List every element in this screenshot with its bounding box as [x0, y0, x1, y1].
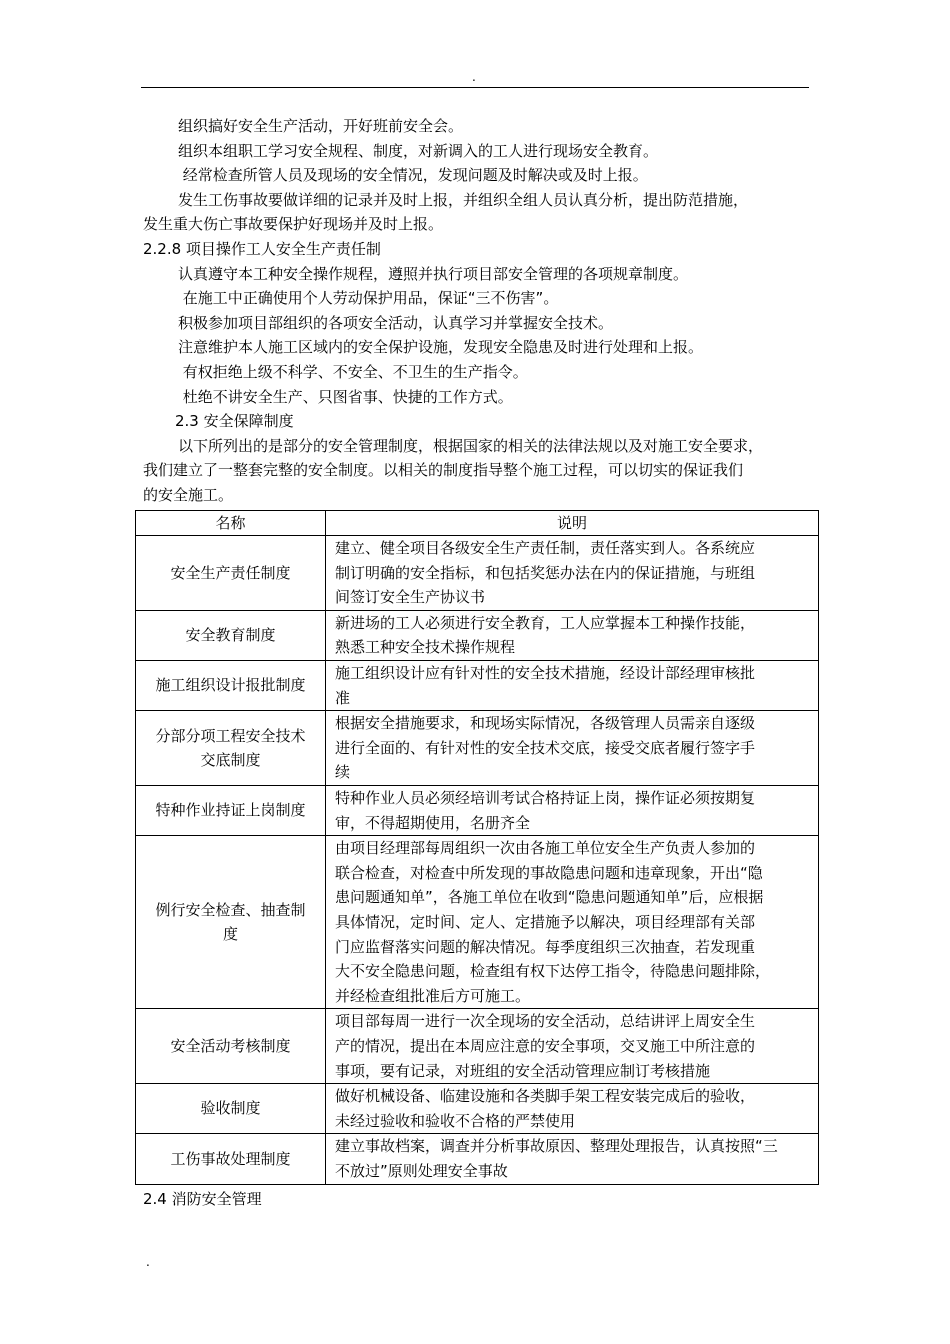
rule-description-line: 患问题通知单”，各施工单位在收到“隐患问题通知单”后，应根据 [335, 888, 764, 907]
rule-name-line: 安全活动考核制度 [170, 1036, 291, 1055]
table-body [136, 536, 819, 1184]
table-row [136, 610, 819, 660]
column-header-name: 名称 [136, 510, 326, 536]
section-2-3-intro-line2: 我们建立了一整套完整的安全制度。以相关的制度指导整个施工过程，可以切实的保证我们 [143, 461, 744, 480]
rule-description-cell [326, 536, 819, 611]
safety-rules-table [135, 510, 819, 1185]
document-body [143, 114, 815, 1211]
rule-name-line: 安全教育制度 [185, 626, 276, 645]
rule-description-line: 熟悉工种安全技术操作规程 [335, 638, 516, 657]
rule-description-cell [326, 1134, 819, 1184]
table-row [136, 536, 819, 611]
table-row [136, 836, 819, 1009]
worker-item-5: 有权拒绝上级不科学、不安全、不卫生的生产指令。 [178, 362, 528, 381]
rule-name-cell [136, 786, 326, 836]
rule-description-line: 未经过验收和验收不合格的严禁使用 [335, 1111, 576, 1130]
header-mark: . [472, 70, 476, 84]
paragraph-education: 组织本组职工学习安全规程、制度，对新调入的工人进行现场安全教育。 [178, 141, 659, 160]
rule-description-line: 大不安全隐患问题，检查组有权下达停工指令，待隐患问题排除， [335, 962, 771, 981]
table-row [136, 1134, 819, 1184]
worker-item-1: 认真遵守本工种安全操作规程，遵照并执行项目部安全管理的各项规章制度。 [178, 264, 689, 283]
rule-description-cell [326, 1084, 819, 1134]
rule-name-cell [136, 536, 326, 611]
section-2-3-intro-line1: 以下所列出的是部分的安全管理制度，根据国家的相关的法律法规以及对施工安全要求， [178, 436, 764, 455]
rule-name-cell [136, 1134, 326, 1184]
rule-description-line: 间签订安全生产协议书 [335, 588, 486, 607]
rule-description-line: 做好机械设备、临建设施和各类脚手架工程安装完成后的验收， [335, 1087, 756, 1106]
paragraph-injury-line1: 发生工伤事故要做详细的记录并及时上报，并组织全组人员认真分析，提出防范措施， [178, 190, 749, 209]
rule-description-cell [326, 661, 819, 711]
rule-description-line: 审，不得超期使用，名册齐全 [335, 813, 531, 832]
rule-description-line: 建立、健全项目各级安全生产责任制，责任落实到人。各系统应 [335, 539, 756, 558]
rule-description-line: 新进场的工人必须进行安全教育，工人应掌握本工种操作技能， [335, 613, 756, 632]
rule-description-line: 项目部每周一进行一次全现场的安全活动，总结讲评上周安全生 [335, 1012, 756, 1031]
table-row [136, 1009, 819, 1084]
rule-description-line: 特种作业人员必须经培训考试合格持证上岗，操作证必须按期复 [335, 789, 756, 808]
rule-name-line: 分部分项工程安全技术 [155, 726, 306, 745]
heading-2-2-8: 2.2.8 项目操作工人安全生产责任制 [143, 239, 381, 258]
rule-name-line: 例行安全检查、抽查制 [155, 900, 306, 919]
rule-description-cell [326, 1009, 819, 1084]
rule-name-line: 度 [222, 925, 238, 944]
column-header-description: 说明 [326, 510, 819, 536]
table-header-row [136, 510, 819, 536]
rule-description-line: 准 [335, 688, 351, 707]
rule-description-line: 门应监督落实问题的解决情况。每季度组织三次抽查，若发现重 [335, 937, 756, 956]
rule-description-line: 产的情况，提出在本周应注意的安全事项，交叉施工中所注意的 [335, 1036, 756, 1055]
table-row [136, 786, 819, 836]
rule-name-cell [136, 661, 326, 711]
table-row [136, 661, 819, 711]
rule-description-line: 联合检查，对检查中所发现的事故隐患问题和违章现象，开出“隐 [335, 863, 763, 882]
rule-description-line: 施工组织设计应有针对性的安全技术措施，经设计部经理审核批 [335, 664, 756, 683]
rule-description-line: 具体情况，定时间、定人、定措施予以解决，项目经理部有关部 [335, 913, 756, 931]
rule-description-cell [326, 711, 819, 786]
rule-description-line: 进行全面的、有针对性的安全技术交底，接受交底者履行签字手 [335, 738, 756, 757]
footer-mark: . [146, 1255, 150, 1269]
rule-name-line: 安全生产责任制度 [170, 563, 291, 582]
rule-name-cell [136, 836, 326, 1009]
rule-description-line: 建立事故档案，调查并分析事故原因、整理处理报告，认真按照“三 [335, 1137, 778, 1156]
rule-description-line: 事项，要有记录，对班组的安全活动管理应制订考核措施 [335, 1061, 711, 1080]
rule-description-line: 制订明确的安全指标，和包括奖惩办法在内的保证措施，与班组 [335, 563, 756, 582]
worker-item-3: 积极参加项目部组织的各项安全活动，认真学习并掌握安全技术。 [178, 313, 614, 332]
worker-item-4: 注意维护本人施工区域内的安全保护设施，发现安全隐患及时进行处理和上报。 [178, 338, 704, 357]
rule-description-cell [326, 610, 819, 660]
heading-2-4: 2.4 消防安全管理 [143, 1189, 262, 1208]
rule-name-line: 交底制度 [200, 751, 261, 770]
rule-description-line: 由项目经理部每周组织一次由各施工单位安全生产负责人参加的 [335, 839, 756, 858]
paragraph-activities: 组织搞好安全生产活动，开好班前安全会。 [178, 117, 464, 135]
worker-item-6: 杜绝不讲安全生产、只图省事、快捷的工作方式。 [178, 387, 513, 406]
rule-name-line: 施工组织设计报批制度 [155, 676, 306, 695]
heading-2-3: 2.3 安全保障制度 [175, 412, 294, 431]
rule-description-line: 不放过”原则处理安全事故 [335, 1161, 508, 1180]
rule-description-line: 根据安全措施要求，和现场实际情况，各级管理人员需亲自逐级 [335, 714, 756, 733]
worker-item-2: 在施工中正确使用个人劳动保护用品，保证“三不伤害”。 [178, 289, 559, 308]
table-row [136, 711, 819, 786]
rule-description-cell [326, 836, 819, 1009]
header-rule [141, 87, 809, 88]
paragraph-inspection: 经常检查所管人员及现场的安全情况，发现问题及时解决或及时上报。 [178, 166, 648, 185]
rule-name-cell [136, 711, 326, 786]
rule-description-line: 续 [335, 763, 351, 782]
rule-name-cell [136, 1009, 326, 1084]
rule-name-line: 验收制度 [200, 1099, 261, 1118]
rule-name-line: 特种作业持证上岗制度 [155, 801, 306, 820]
section-2-3-intro-line3: 的安全施工。 [143, 485, 234, 504]
rule-name-line: 工伤事故处理制度 [170, 1149, 291, 1168]
rule-description-line: 并经检查组批准后方可施工。 [335, 986, 531, 1005]
rule-name-cell [136, 1084, 326, 1134]
paragraph-injury-line2: 发生重大伤亡事故要保护好现场并及时上报。 [143, 215, 444, 234]
table-row [136, 1084, 819, 1134]
rule-name-cell [136, 610, 326, 660]
rule-description-cell [326, 786, 819, 836]
